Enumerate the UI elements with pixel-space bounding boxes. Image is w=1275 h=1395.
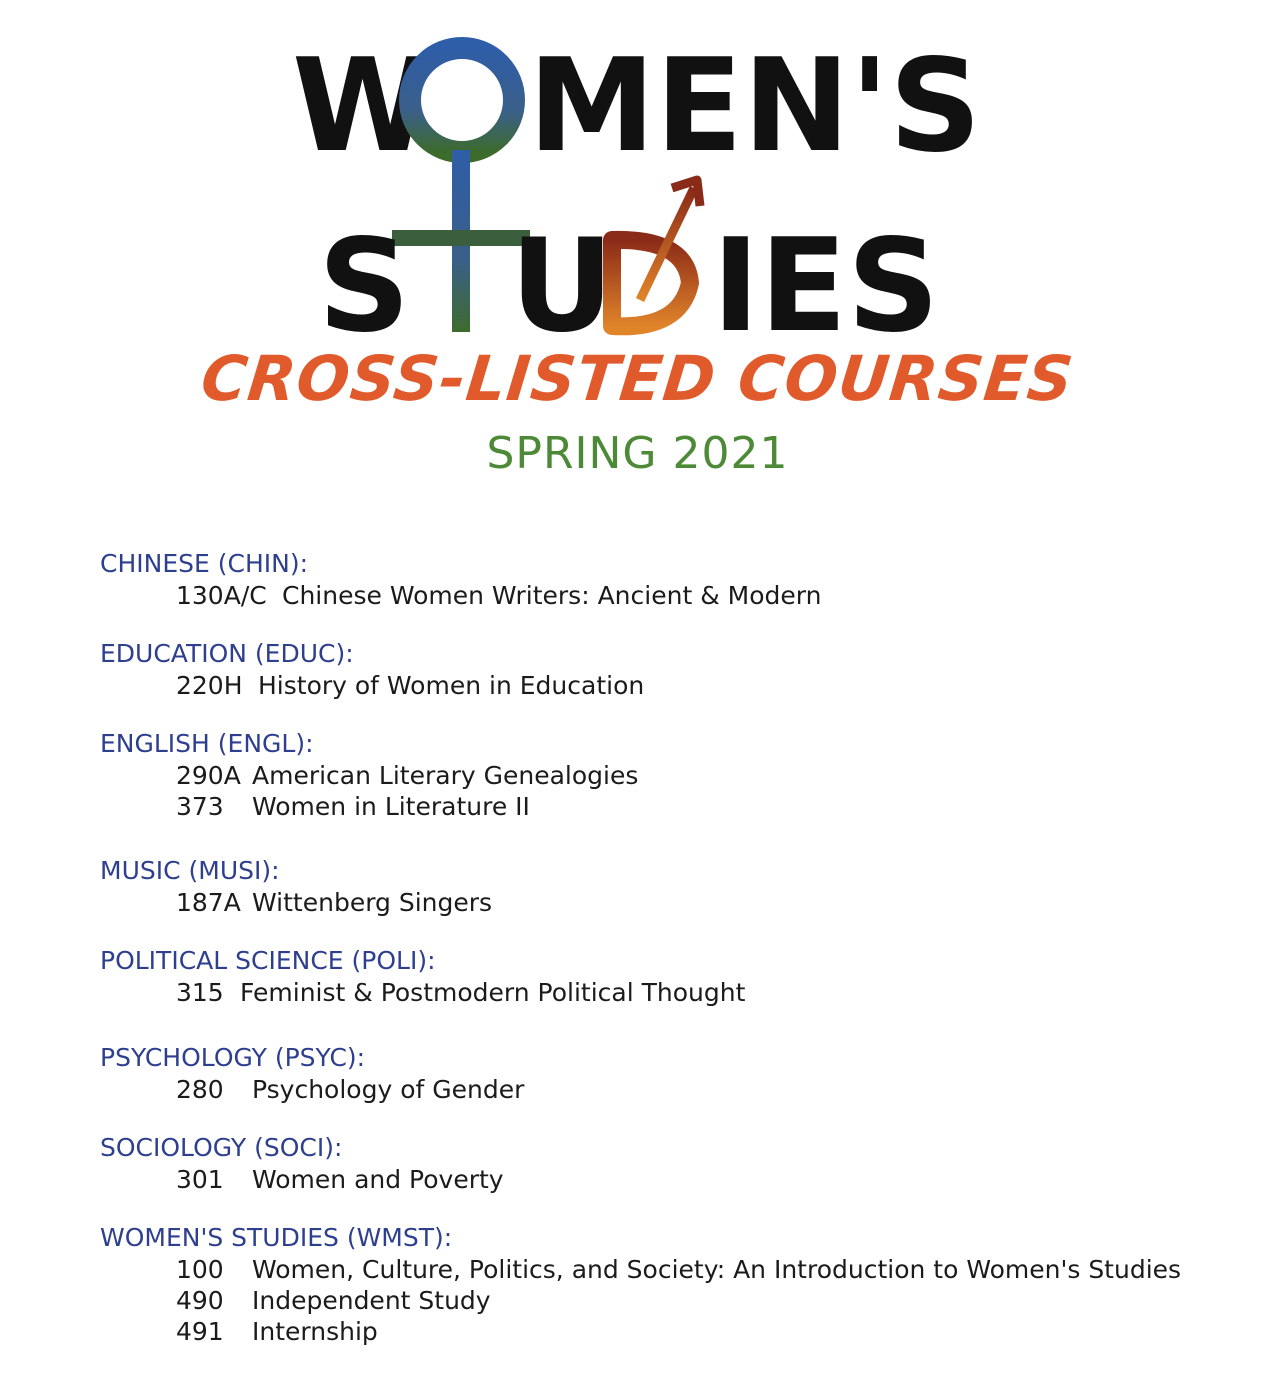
course-title: Chinese Women Writers: Ancient & Modern: [282, 581, 822, 610]
course-title: Independent Study: [252, 1286, 491, 1315]
course-title: Women in Literature II: [252, 792, 530, 821]
dept-heading: WOMEN'S STUDIES (WMST):: [100, 1223, 453, 1252]
course-number: 373: [176, 792, 224, 821]
course-row: [100, 1285, 1260, 1316]
course-row: [100, 580, 1260, 611]
course-number: 301: [176, 1165, 224, 1194]
course-row: [100, 670, 1260, 701]
course-number: 100: [176, 1255, 224, 1284]
course-list: [100, 548, 1260, 1347]
dept-womens-studies: [100, 1222, 1260, 1347]
course-number: 187A: [176, 888, 241, 917]
dept-political-science: [100, 945, 1260, 1008]
dept-heading: ENGLISH (ENGL):: [100, 729, 314, 758]
dept-chinese: [100, 548, 1260, 611]
course-title: American Literary Genealogies: [252, 761, 639, 790]
dept-heading: PSYCHOLOGY (PSYC):: [100, 1043, 366, 1072]
title-u: U: [510, 212, 614, 340]
womens-studies-logo: [0, 0, 1275, 340]
dept-education: [100, 638, 1260, 701]
title-w: W: [292, 32, 434, 181]
course-title: Wittenberg Singers: [252, 888, 493, 917]
subtitle: CROSS-LISTED COURSES: [197, 342, 1078, 415]
course-number: 130A/C: [176, 581, 267, 610]
term-label: SPRING 2021: [486, 428, 789, 479]
course-number: 220H: [176, 671, 243, 700]
dept-sociology: [100, 1132, 1260, 1195]
dept-heading: SOCIOLOGY (SOCI):: [100, 1133, 343, 1162]
dept-heading: MUSIC (MUSI):: [100, 856, 280, 885]
course-title: Women and Poverty: [252, 1165, 504, 1194]
dept-heading: EDUCATION (EDUC):: [100, 639, 354, 668]
title-s: S: [318, 212, 411, 340]
course-row: [100, 791, 1260, 822]
course-number: 490: [176, 1286, 224, 1315]
course-number: 280: [176, 1075, 224, 1104]
logo-graphic: [0, 0, 1275, 340]
course-row: [100, 760, 1260, 791]
course-number: 290A: [176, 761, 241, 790]
course-row: [100, 1164, 1260, 1195]
title-ies: IES: [712, 212, 940, 340]
dept-english: [100, 728, 1260, 822]
dept-heading: POLITICAL SCIENCE (POLI):: [100, 946, 436, 975]
course-row: [100, 977, 1260, 1008]
title-men: MEN'S: [528, 32, 982, 181]
course-title: Feminist & Postmodern Political Thought: [240, 978, 746, 1007]
course-title: Internship: [252, 1317, 378, 1346]
course-row: [100, 1074, 1260, 1105]
dept-heading: CHINESE (CHIN):: [100, 549, 308, 578]
course-row: [100, 1254, 1260, 1285]
course-row: [100, 887, 1260, 918]
course-number: 491: [176, 1317, 224, 1346]
course-number: 315: [176, 978, 224, 1007]
course-title: History of Women in Education: [258, 671, 645, 700]
course-title: Psychology of Gender: [252, 1075, 525, 1104]
dept-music: [100, 855, 1260, 918]
course-title: Women, Culture, Politics, and Society: An Introduction to Women's Studies: [252, 1255, 1182, 1284]
course-row: [100, 1316, 1260, 1347]
dept-psychology: [100, 1042, 1260, 1105]
